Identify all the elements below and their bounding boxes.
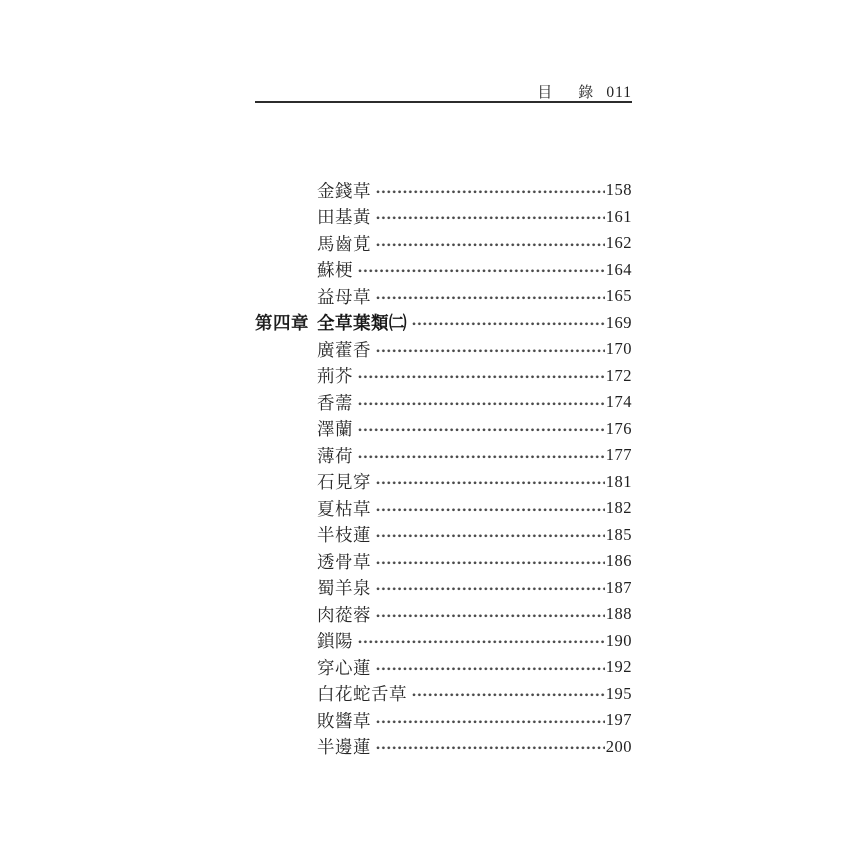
entry-page-number: 161: [605, 206, 632, 226]
running-head: [255, 81, 632, 102]
entry-title: 廣藿香: [317, 339, 371, 360]
dot-leader: [376, 667, 605, 671]
dot-leader: [376, 481, 605, 485]
dot-leader: [358, 455, 605, 459]
dot-leader: [412, 322, 605, 326]
dot-leader: [376, 216, 605, 220]
entry-page-number: 162: [605, 233, 632, 253]
entry-title: 石見穿: [317, 472, 371, 493]
entry-page-number: 192: [605, 657, 632, 677]
entry-title: 肉蓯蓉: [317, 604, 371, 625]
toc-entry-row: [255, 654, 632, 681]
entry-title: 益母草: [317, 286, 371, 307]
entry-page-number: 177: [605, 445, 632, 465]
entry-page-number: 185: [605, 524, 632, 544]
toc-entry-row: [255, 628, 632, 655]
entry-page-number: 187: [605, 577, 632, 597]
dot-leader: [376, 614, 605, 618]
entry-title: 薄荷: [317, 445, 353, 466]
entry-title: 香薷: [317, 392, 353, 413]
toc-list: [255, 177, 632, 760]
entry-title: 穿心蓮: [317, 657, 371, 678]
toc-entry-row: [255, 257, 632, 284]
dot-leader: [376, 587, 605, 591]
toc-entry-row: [255, 310, 632, 337]
header-title-char: 目: [537, 85, 553, 101]
entry-page-number: 197: [605, 710, 632, 730]
toc-entry-row: [255, 416, 632, 443]
header-title-char: 錄: [578, 85, 594, 101]
entry-title: 馬齒莧: [317, 233, 371, 254]
toc-entry-row: [255, 363, 632, 390]
entry-title: 蜀羊泉: [317, 578, 371, 599]
entry-title: 荊芥: [317, 366, 353, 387]
entry-title: 白花蛇舌草: [317, 684, 407, 705]
entry-title: 夏枯草: [317, 498, 371, 519]
toc-entry-row: [255, 283, 632, 310]
chapter-label: 第四章: [255, 313, 309, 334]
entry-title: 蘇梗: [317, 260, 353, 281]
toc-entry-row: [255, 204, 632, 231]
toc-entry-row: [255, 177, 632, 204]
dot-leader: [376, 190, 605, 194]
entry-title: 田基黃: [317, 207, 371, 228]
entry-page-number: 181: [605, 471, 632, 491]
toc-entry-row: [255, 575, 632, 602]
header-rule-divider: [255, 101, 632, 103]
entry-page-number: 176: [605, 418, 632, 438]
toc-entry-row: [255, 734, 632, 761]
toc-entry-row: [255, 442, 632, 469]
dot-leader: [376, 746, 605, 750]
entry-page-number: 169: [605, 312, 632, 332]
entry-page-number: 172: [605, 365, 632, 385]
toc-entry-row: [255, 389, 632, 416]
toc-entry-row: [255, 601, 632, 628]
dot-leader: [376, 349, 605, 353]
toc-entry-row: [255, 681, 632, 708]
entry-page-number: 190: [605, 630, 632, 650]
toc-entry-row: [255, 336, 632, 363]
entry-title: 半邊蓮: [317, 737, 371, 758]
entry-page-number: 182: [605, 498, 632, 518]
toc-entry-row: [255, 707, 632, 734]
dot-leader: [358, 640, 605, 644]
entry-title: 金錢草: [317, 180, 371, 201]
entry-title: 透骨草: [317, 551, 371, 572]
toc-entry-row: [255, 548, 632, 575]
entry-page-number: 170: [605, 339, 632, 359]
entry-page-number: 158: [605, 180, 632, 200]
entry-page-number: 186: [605, 551, 632, 571]
dot-leader: [376, 243, 605, 247]
entry-page-number: 200: [605, 736, 632, 756]
header-page-number: 011: [606, 84, 632, 101]
entry-page-number: 188: [605, 604, 632, 624]
dot-leader: [358, 402, 605, 406]
dot-leader: [412, 693, 605, 697]
dot-leader: [358, 375, 605, 379]
dot-leader: [376, 561, 605, 565]
dot-leader: [376, 720, 605, 724]
dot-leader: [376, 296, 605, 300]
entry-title: 敗醬草: [317, 710, 371, 731]
entry-page-number: 164: [605, 259, 632, 279]
toc-entry-row: [255, 469, 632, 496]
dot-leader: [358, 428, 605, 432]
dot-leader: [376, 508, 605, 512]
entry-page-number: 165: [605, 286, 632, 306]
entry-title: 全草葉類㈡: [317, 313, 407, 334]
entry-page-number: 174: [605, 392, 632, 412]
toc-entry-row: [255, 230, 632, 257]
entry-page-number: 195: [605, 683, 632, 703]
dot-leader: [376, 534, 605, 538]
toc-entry-row: [255, 495, 632, 522]
dot-leader: [358, 269, 605, 273]
toc-entry-row: [255, 522, 632, 549]
entry-title: 半枝蓮: [317, 525, 371, 546]
entry-title: 鎖陽: [317, 631, 353, 652]
entry-title: 澤蘭: [317, 419, 353, 440]
